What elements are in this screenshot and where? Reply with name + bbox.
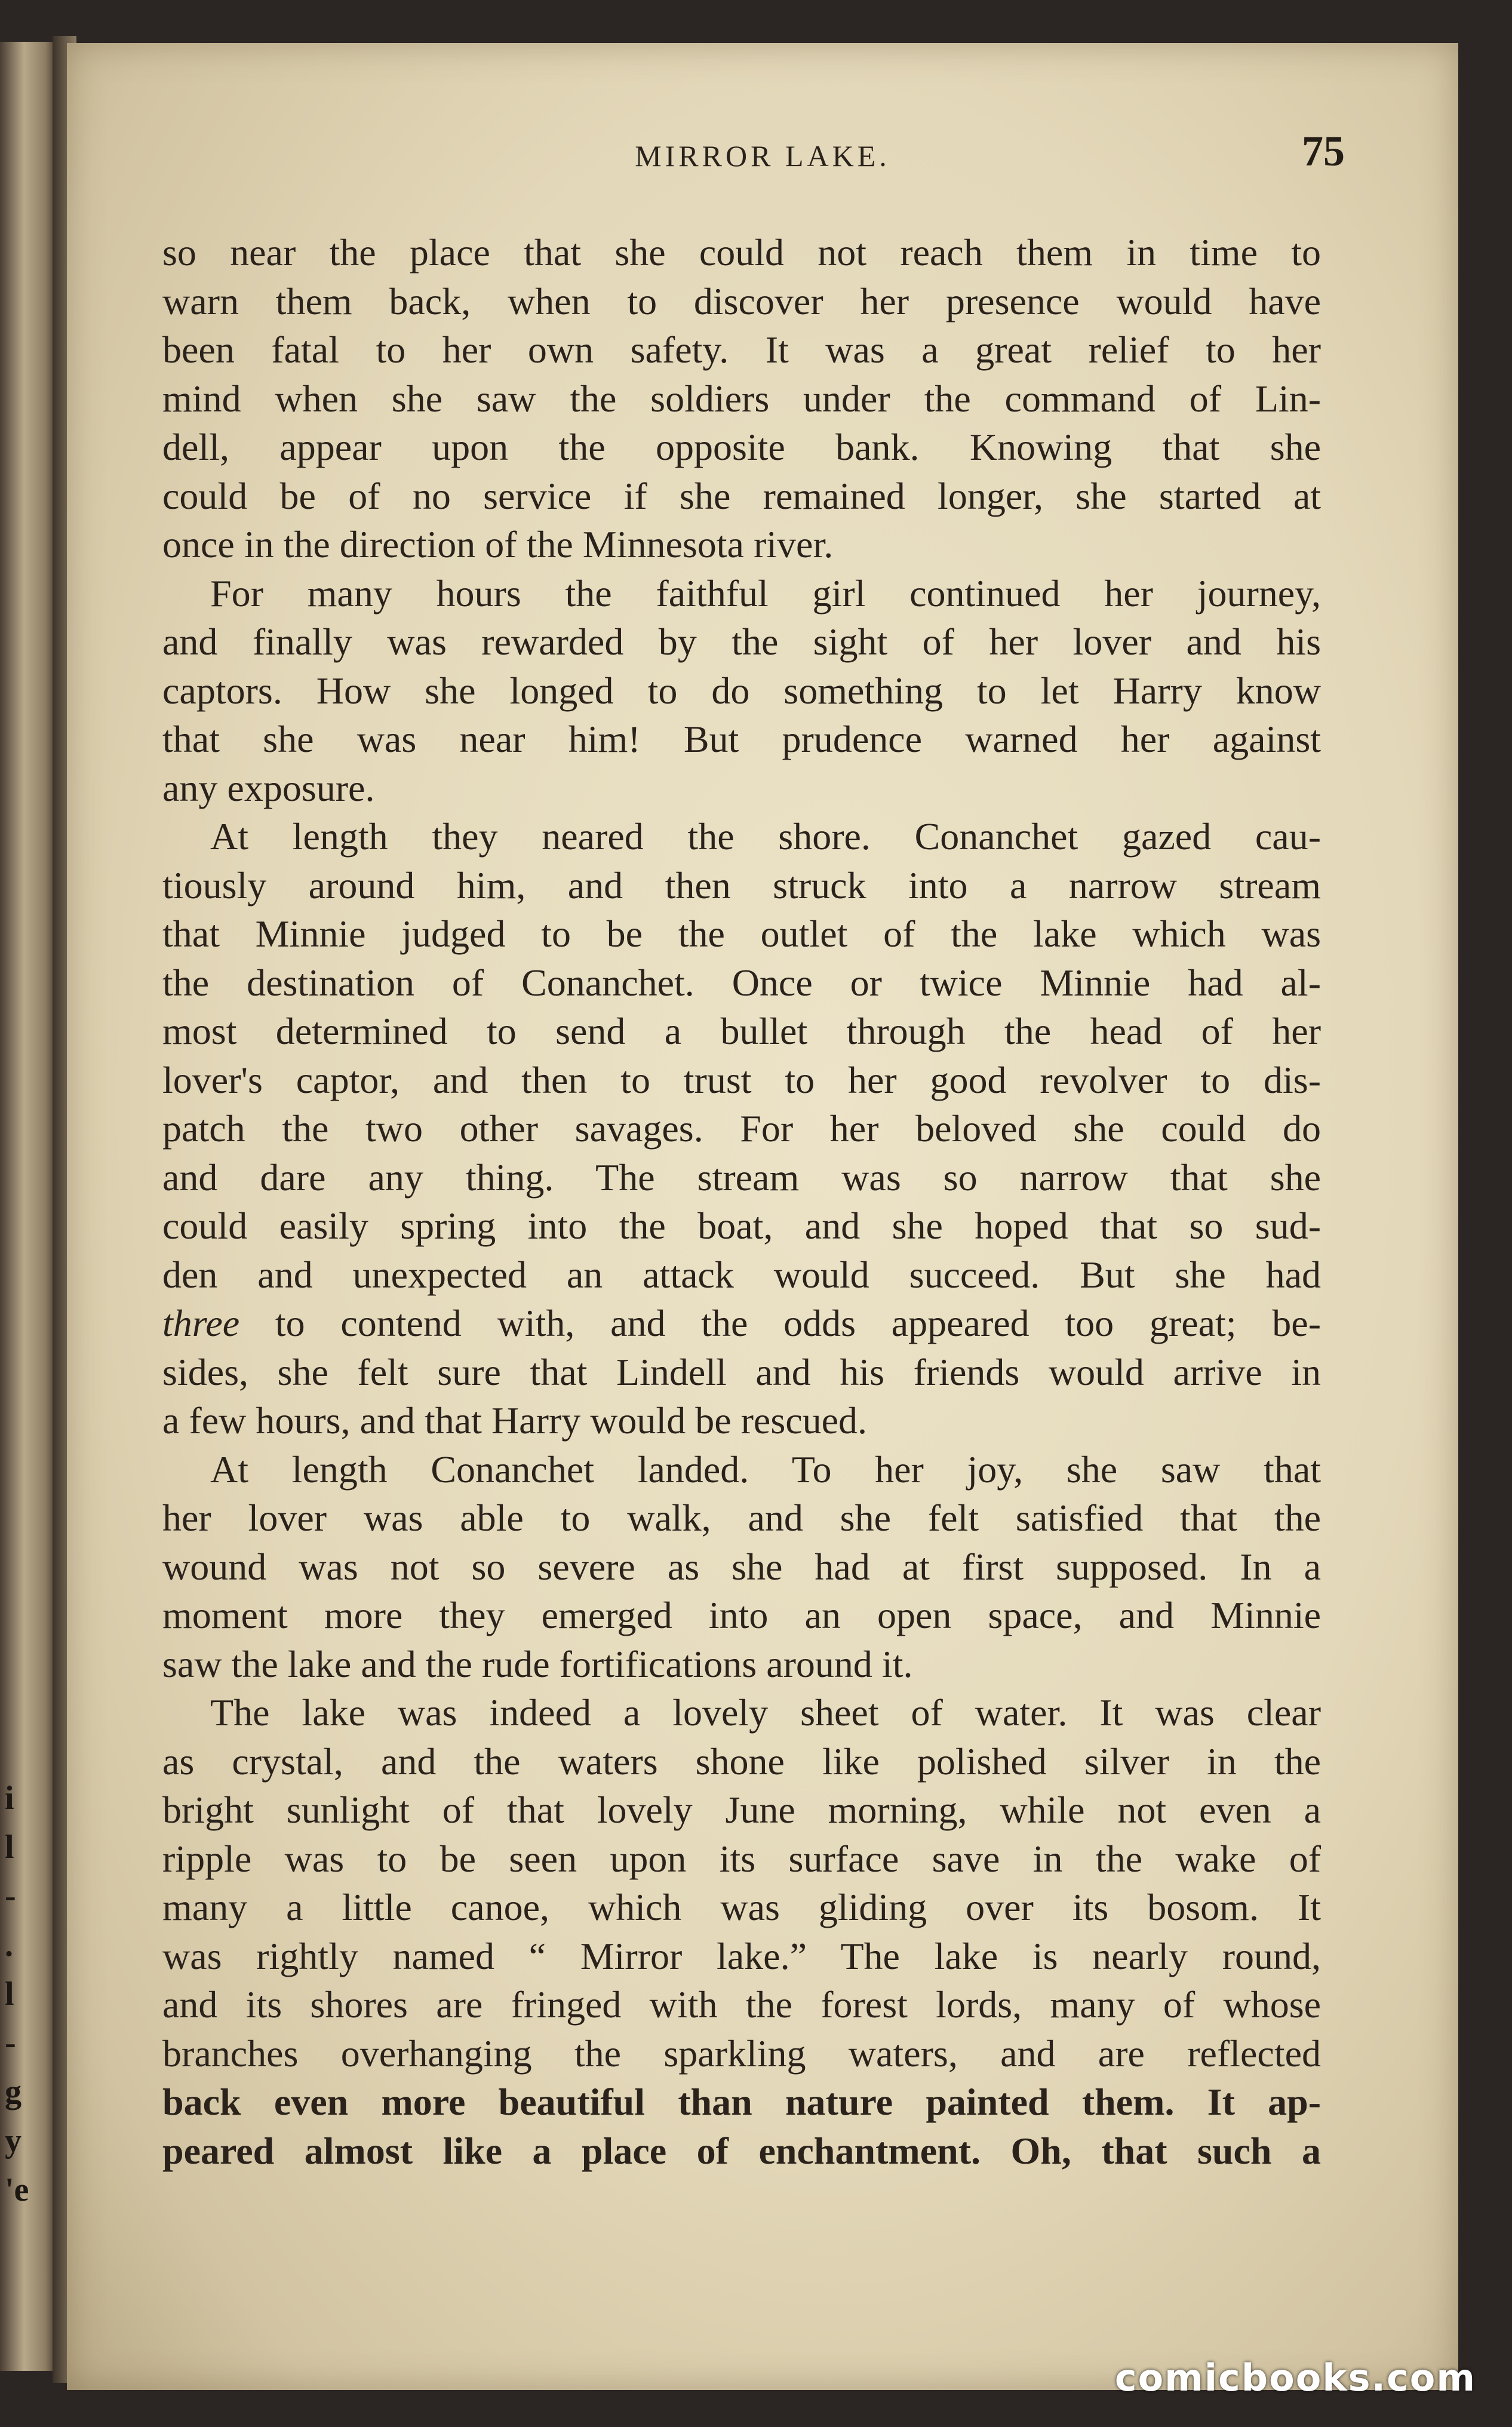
left-fragment: l [5, 1829, 14, 1866]
text-line: could be of no service if she remained longer, she started at [162, 474, 1321, 517]
italic-word: three [162, 1302, 240, 1344]
site-watermark: comicbooks.com [1114, 2356, 1476, 2400]
paragraph-start-line: The lake was indeed a lovely sheet of water. It was clear [210, 1691, 1321, 1734]
left-fragment: - [5, 1878, 16, 1915]
text-line: and its shores are fringed with the forest lords, many of whose [162, 1983, 1321, 2026]
body-text [162, 228, 1321, 2175]
text-line: patch the two other savages. For her beloved she could do [162, 1107, 1321, 1150]
page-number: 75 [1302, 127, 1345, 175]
text-line: many a little canoe, which was gliding over its bosom. It [162, 1886, 1321, 1928]
text-line: a few hours, and that Harry would be rescued. [162, 1399, 868, 1442]
paragraph-start-line: For many hours the faithful girl continued her journey, [210, 572, 1321, 615]
text-line-with-italic [162, 1299, 1321, 1348]
text-line: back even more beautiful than nature painted them. It ap- [162, 2081, 1321, 2123]
text-line: ripple was to be seen upon its surface save in the wake of [162, 1837, 1321, 1880]
text-line: and dare any thing. The stream was so narrow that she [162, 1156, 1321, 1199]
left-fragment: 'e [5, 2171, 29, 2208]
text-line: branches overhanging the sparkling waters, and are reflected [162, 2032, 1321, 2075]
text-line: her lover was able to walk, and she felt satisfied that the [162, 1497, 1321, 1539]
left-page-text-fragments [0, 1774, 36, 2214]
text-line: den and unexpected an attack would succeed. But she had [162, 1253, 1321, 1296]
text-line: bright sunlight of that lovely June morning, while not even a [162, 1789, 1321, 1831]
text-line: tiously around him, and then struck into a narrow stream [162, 864, 1321, 907]
text-line: was rightly named “ Mirror lake.” The lake is nearly round, [162, 1934, 1321, 1977]
text-line: once in the direction of the Minnesota river. [162, 523, 834, 566]
book-page [67, 43, 1458, 2390]
text-line: warn them back, when to discover her presence would have [162, 279, 1321, 322]
left-fragment: y [5, 2122, 21, 2159]
left-fragment: - [5, 2024, 16, 2062]
text-line: and finally was rewarded by the sight of her lover and his [162, 620, 1321, 663]
left-fragment: . [5, 1927, 13, 1964]
text-line: captors. How she longed to do something to let Harry know [162, 669, 1321, 712]
text-line: as crystal, and the waters shone like polished silver in the [162, 1740, 1321, 1783]
left-page-edge [0, 42, 54, 2371]
text-line: most determined to send a bullet through the head of her [162, 1010, 1321, 1052]
text-line: that Minnie judged to be the outlet of the lake which was [162, 913, 1321, 955]
text-line: dell, appear upon the opposite bank. Knowing that she [162, 426, 1321, 468]
left-fragment: g [5, 2073, 21, 2110]
left-fragment: l [5, 1976, 14, 2013]
text-line-rest: to contend with, and the odds appeared too great; be- [239, 1302, 1321, 1344]
text-line: could easily spring into the boat, and she hoped that so sud- [162, 1205, 1321, 1247]
text-line: the destination of Conanchet. Once or twice Minnie had al- [162, 961, 1321, 1004]
running-head: MIRROR LAKE. [635, 139, 890, 173]
text-line: that she was near him! But prudence warned her against [162, 718, 1321, 760]
text-line: any exposure. [162, 766, 375, 809]
paragraph-start-line: At length they neared the shore. Conanchet gazed cau- [210, 815, 1321, 858]
paragraph-start-line: At length Conanchet landed. To her joy, she saw that [210, 1448, 1321, 1491]
text-line: mind when she saw the soldiers under the command of Lin- [162, 377, 1321, 420]
text-line: moment more they emerged into an open space, and Minnie [162, 1594, 1321, 1636]
text-line: sides, she felt sure that Lindell and his friends would arrive in [162, 1350, 1321, 1393]
text-line: lover's captor, and then to trust to her good revolver to dis- [162, 1058, 1321, 1101]
text-line: been fatal to her own safety. It was a great relief to her [162, 328, 1321, 371]
text-line: peared almost like a place of enchantment. Oh, that such a [162, 2129, 1321, 2172]
text-line: so near the place that she could not reach them in time to [162, 231, 1321, 274]
text-line: wound was not so severe as she had at first supposed. In a [162, 1545, 1321, 1588]
text-line: saw the lake and the rude fortifications around it. [162, 1642, 913, 1685]
left-fragment: i [5, 1780, 14, 1817]
